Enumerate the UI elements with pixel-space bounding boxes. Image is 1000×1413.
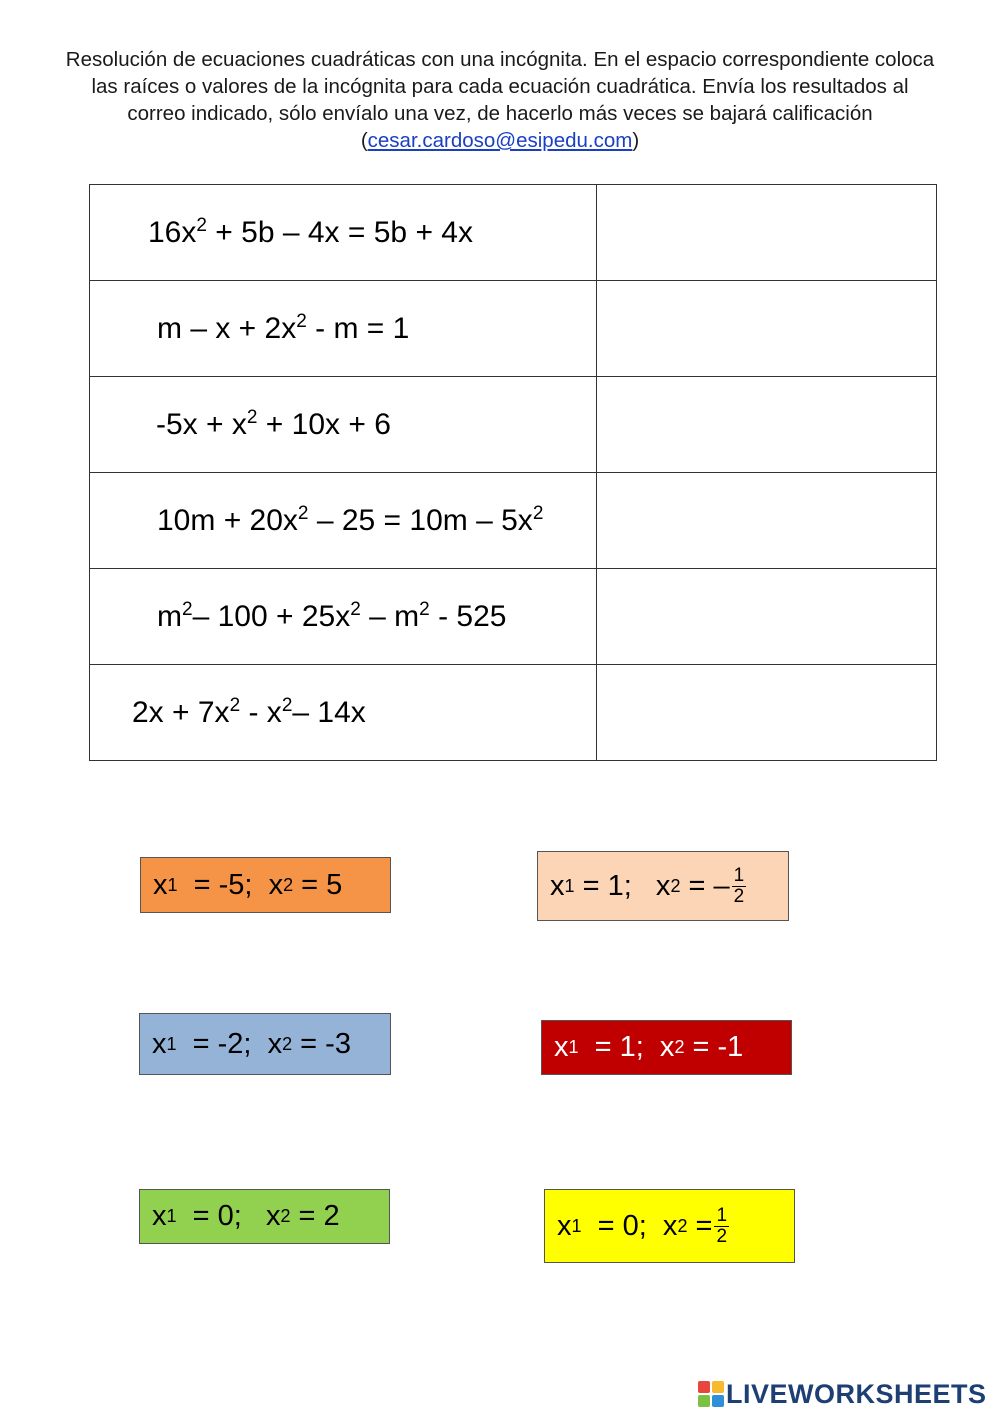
answer-drop-zone-6[interactable] bbox=[597, 665, 937, 761]
answer-card-4[interactable]: x 1 = 1; x 2 = -1 bbox=[541, 1020, 792, 1075]
equation-3: $-5x + x^2 + 10x + 6$ bbox=[156, 407, 391, 441]
email-link[interactable]: cesar.cardoso@esipedu.com bbox=[367, 129, 633, 152]
open-paren: ( bbox=[360, 129, 368, 152]
answer-drop-zone-3[interactable] bbox=[597, 377, 937, 473]
instructions bbox=[60, 46, 940, 154]
answer-card-6[interactable]: x 1 = 0; x 2 = $\frac{1}{2}$ bbox=[544, 1189, 795, 1263]
answer-card-2[interactable]: x 1 = 1; x 2 = – $\frac{1}{2}$ bbox=[537, 851, 789, 921]
equation-cell bbox=[90, 281, 597, 377]
equation-cell bbox=[90, 185, 597, 281]
equation-5: $m^2-$ $100 + 25x^2 - m^2 - 525$ bbox=[157, 599, 507, 633]
answer-card-3[interactable]: x 1 = -2; x 2 = -3 bbox=[139, 1013, 391, 1075]
instructions-text: Resolución de ecuaciones cuadráticas con una incógnita. En el espacio correspondiente coloca las raíces o valores de la incógnita para cada ecuación cuadrática. Envía los resultados al correo indicado, sólo envíalo una vez, de hacerlo más veces se bajará calificación bbox=[65, 48, 935, 125]
table-row bbox=[90, 185, 937, 281]
table-row bbox=[90, 569, 937, 665]
fraction: $\frac{1}{2}$ bbox=[716, 1204, 728, 1247]
table-row bbox=[90, 281, 937, 377]
answer-card-1[interactable]: x 1 = -5; x 2 = 5 bbox=[140, 857, 391, 913]
liveworksheets-logo[interactable] bbox=[698, 1378, 994, 1410]
equation-cell bbox=[90, 473, 597, 569]
answer-drop-zone-5[interactable] bbox=[597, 569, 937, 665]
answer-drop-zone-1[interactable] bbox=[597, 185, 937, 281]
answer-drop-zone-4[interactable] bbox=[597, 473, 937, 569]
equation-1: $16x^2 + 5b - 4x = 5b + 4x$ bbox=[148, 215, 473, 249]
table-row bbox=[90, 473, 937, 569]
answer-drop-zone-2[interactable] bbox=[597, 281, 937, 377]
fraction: $\frac{1}{2}$ bbox=[733, 864, 745, 907]
equation-cell bbox=[90, 665, 597, 761]
equation-cell bbox=[90, 377, 597, 473]
close-paren: ) bbox=[632, 129, 640, 152]
equation-2: $m - x + 2x^2 - m = 1$ bbox=[157, 311, 410, 345]
logo-brand: LIVEWORKSHEETS bbox=[726, 1378, 987, 1409]
equations-table bbox=[89, 184, 937, 761]
table-row bbox=[90, 665, 937, 761]
logo-mark-icon bbox=[698, 1381, 724, 1407]
table-row bbox=[90, 377, 937, 473]
equation-cell bbox=[90, 569, 597, 665]
equation-4: $10m + 20x^2 - 25 = 10m - 5x^2$ bbox=[157, 503, 544, 537]
equation-6: $2x + 7x^2 - x^2-$ 14x bbox=[132, 695, 366, 729]
answer-card-5[interactable]: x 1 = 0; x 2 = 2 bbox=[139, 1189, 390, 1244]
